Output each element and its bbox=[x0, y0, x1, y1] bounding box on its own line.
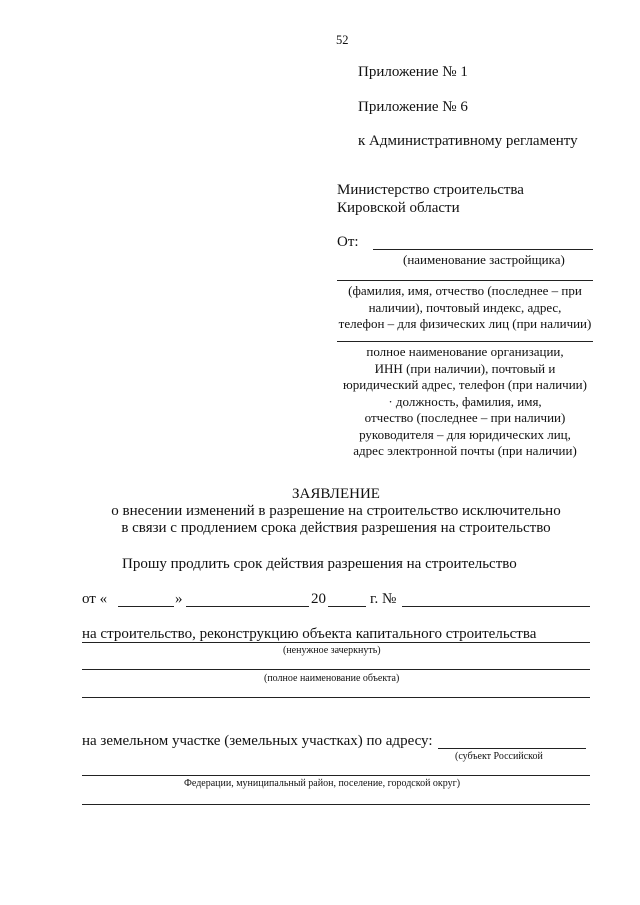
date-close-quote: » bbox=[175, 591, 183, 607]
from-label: От: bbox=[337, 234, 359, 250]
application-title: ЗАЯВЛЕНИЕ bbox=[292, 486, 380, 502]
appendix-6-label: Приложение № 6 bbox=[358, 99, 468, 115]
date-prefix: от « bbox=[82, 591, 108, 607]
year-prefix: 20 bbox=[311, 591, 326, 607]
developer-hint: (наименование застройщика) bbox=[403, 252, 565, 267]
object-name-field-2[interactable] bbox=[82, 697, 590, 698]
address-field-2[interactable] bbox=[82, 775, 590, 776]
recipient-line-2: Кировской области bbox=[337, 200, 460, 216]
permit-number-field[interactable] bbox=[402, 606, 590, 607]
developer-name-field[interactable] bbox=[373, 249, 593, 250]
land-plot-text: на земельном участке (земельных участках) по адресу: bbox=[82, 733, 433, 749]
application-subtitle-2: в связи с продлением срока действия разрешения на строительство bbox=[121, 520, 551, 536]
individual-hint: (фамилия, имя, отчество (последнее – при наличии), почтовый индекс, адрес, телефон – для физических лиц (при наличии) bbox=[338, 283, 592, 331]
legal-info-field[interactable] bbox=[337, 341, 593, 342]
page-number: 52 bbox=[336, 33, 349, 47]
object-type-underline bbox=[82, 642, 590, 643]
address-field[interactable] bbox=[438, 748, 586, 749]
recipient-line-1: Министерство строительства bbox=[337, 182, 524, 198]
address-field-3[interactable] bbox=[82, 804, 590, 805]
month-field[interactable] bbox=[186, 606, 309, 607]
object-name-hint: (полное наименование объекта) bbox=[264, 673, 400, 684]
subject-hint: (субъект Российской bbox=[455, 751, 543, 762]
object-name-field[interactable] bbox=[82, 669, 590, 670]
object-type-text: на строительство, реконструкцию объекта капитального строительства bbox=[82, 626, 537, 642]
request-text: Прошу продлить срок действия разрешения на строительство bbox=[122, 556, 517, 572]
federation-hint: Федерации, муниципальный район, поселение, городской округ) bbox=[184, 778, 461, 789]
regulation-label: к Административному регламенту bbox=[358, 133, 578, 149]
strike-hint: (ненужное зачеркнуть) bbox=[283, 645, 381, 656]
legal-hint: полное наименование организации, ИНН (при наличии), почтовый и юридический адрес, телефон (при наличии) · должность, фамилия, имя, отчество (последнее – при наличии) руководителя – для юридических лиц, адрес электронной почты (при наличии) bbox=[343, 344, 587, 458]
appendix-1-label: Приложение № 1 bbox=[358, 64, 468, 80]
number-label: г. № bbox=[370, 591, 397, 607]
application-subtitle-1: о внесении изменений в разрешение на строительство исключительно bbox=[111, 503, 561, 519]
year-field[interactable] bbox=[328, 606, 366, 607]
day-field[interactable] bbox=[118, 606, 174, 607]
individual-info-field[interactable] bbox=[337, 280, 593, 281]
